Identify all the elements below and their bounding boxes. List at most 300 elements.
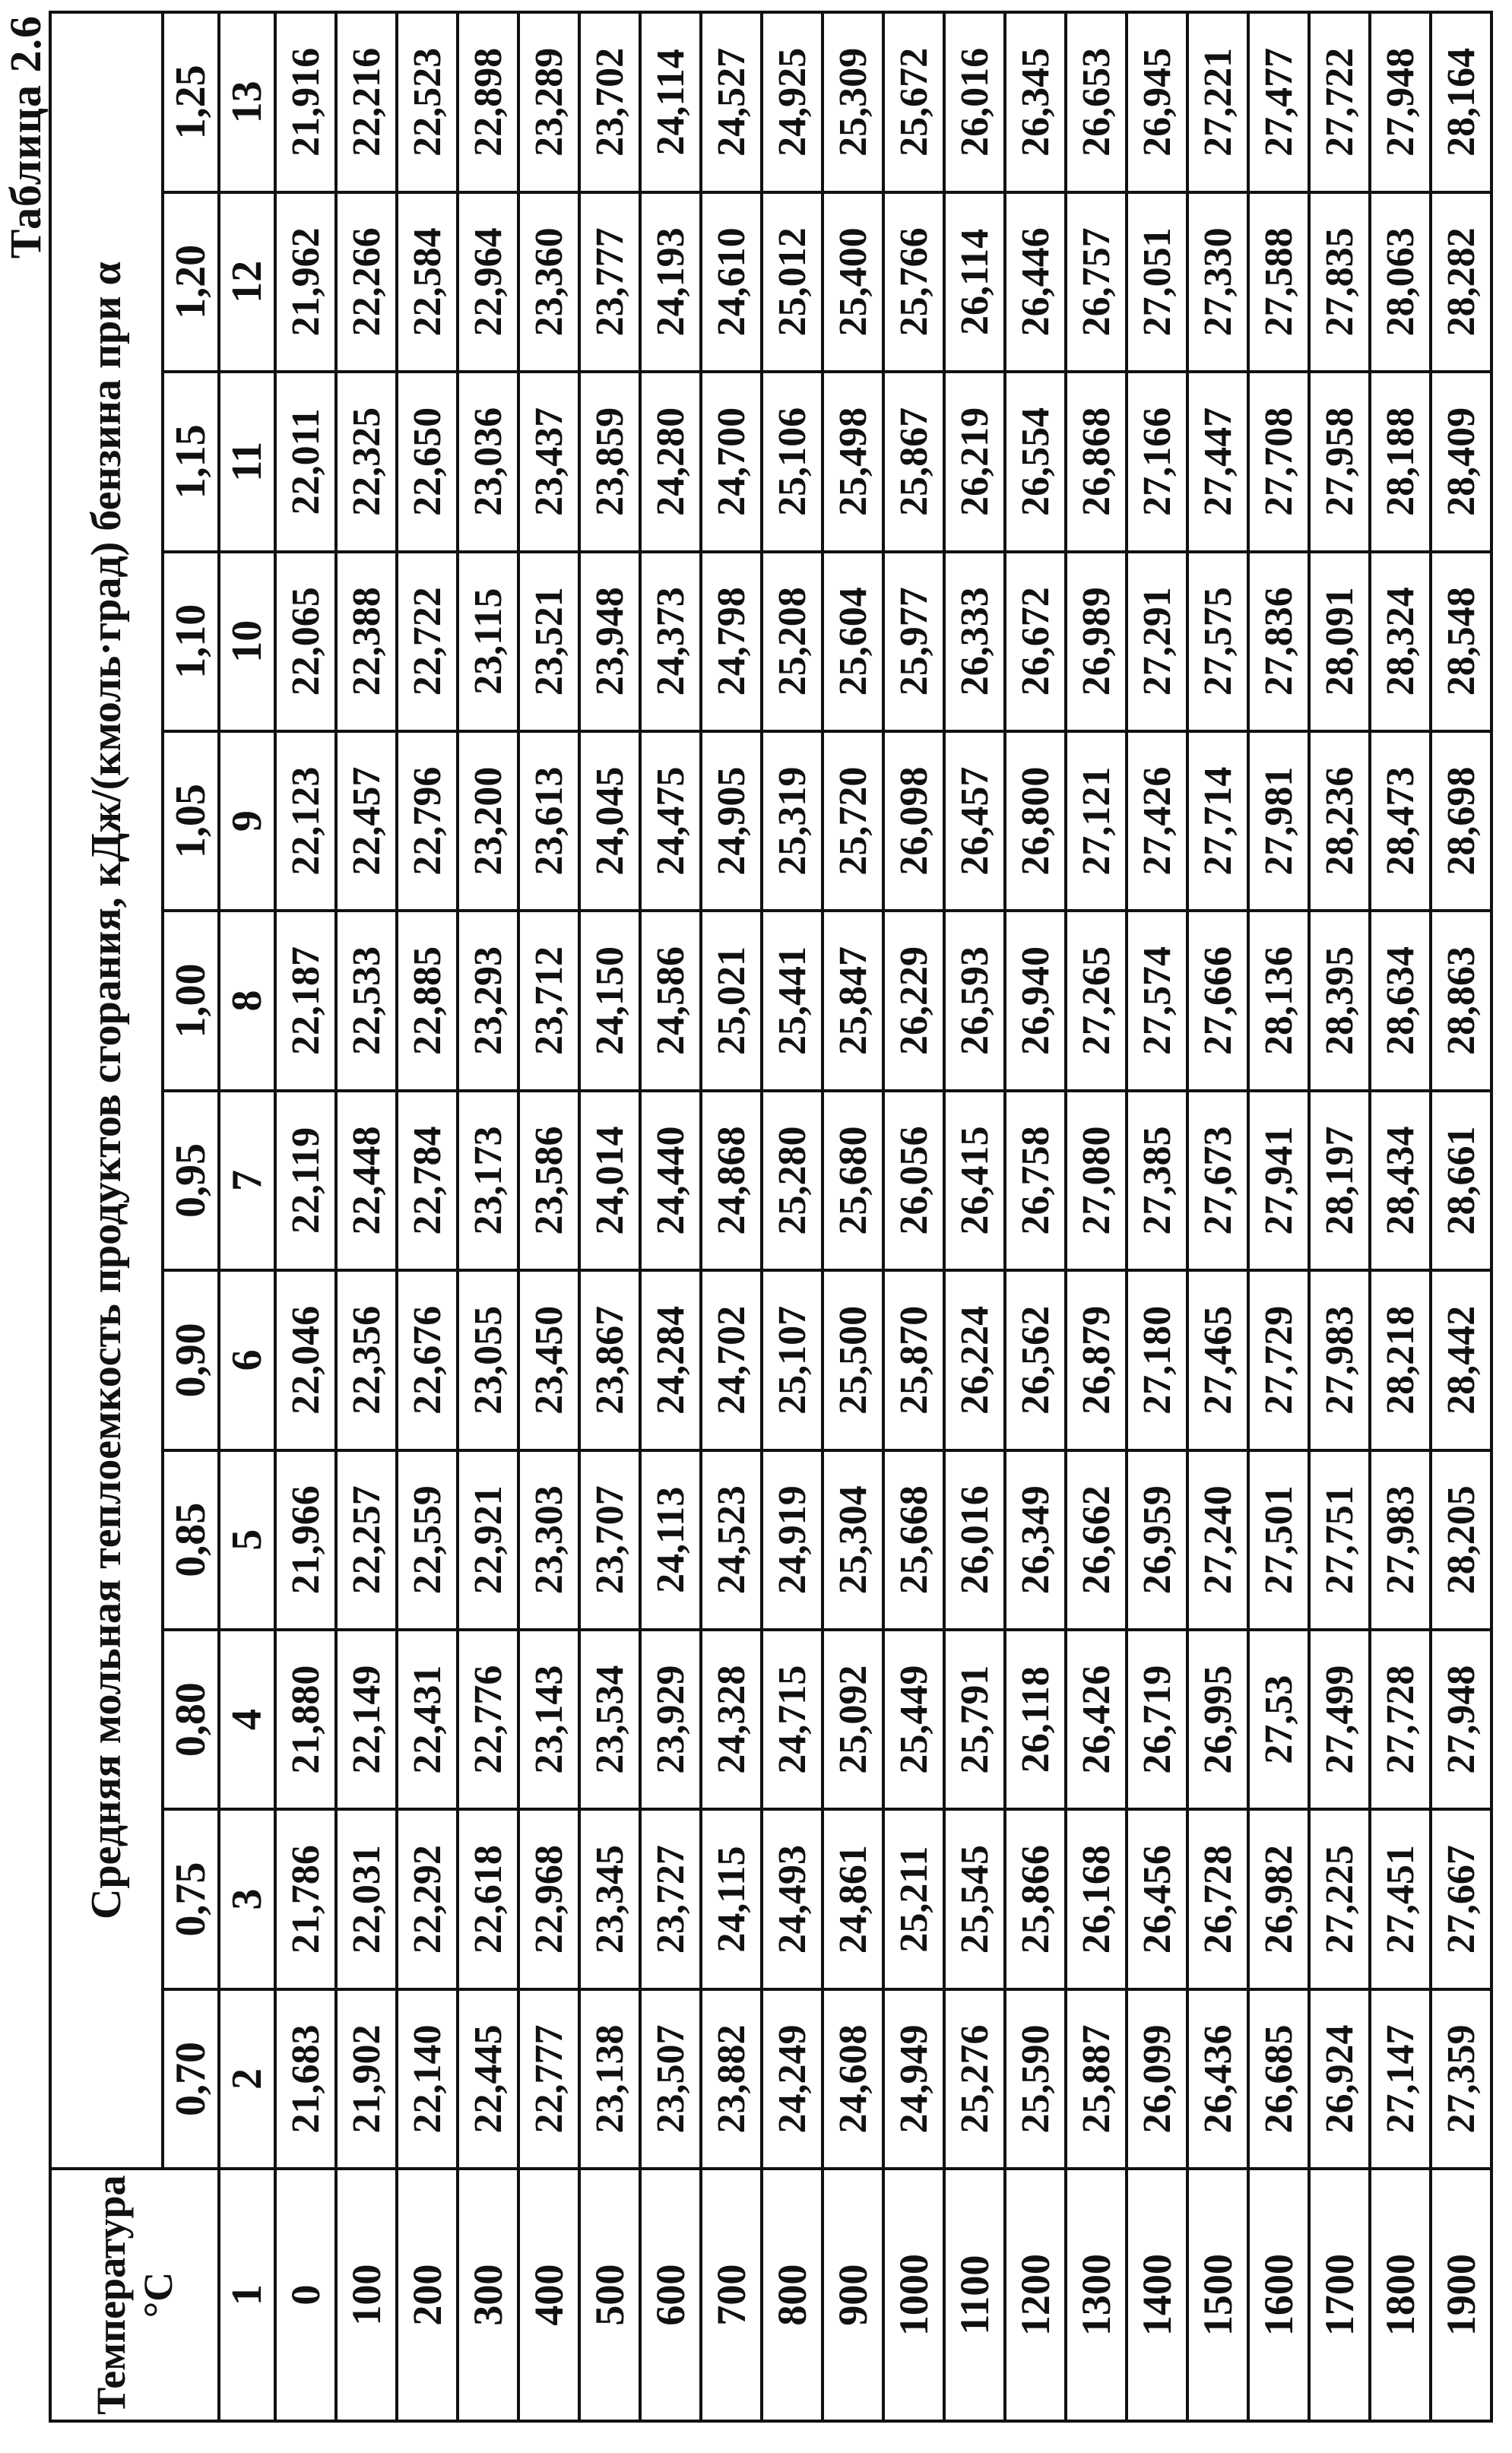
value-cell: 27,080 xyxy=(1066,1091,1127,1270)
value-cell: 22,533 xyxy=(336,911,397,1090)
value-cell: 26,219 xyxy=(944,372,1005,551)
value-cell: 22,216 xyxy=(336,12,397,192)
value-cell: 25,866 xyxy=(1005,1809,1066,1989)
temperature-header xyxy=(50,2169,219,2421)
value-cell: 23,534 xyxy=(579,1630,640,1809)
table-title: Средняя мольная теплоемкость продуктов сгорания, кДж/(кмоль·град) бензина при α xyxy=(50,12,163,2169)
alpha-value: 1,10 xyxy=(163,552,219,731)
table-row xyxy=(883,12,944,2421)
value-cell: 24,113 xyxy=(640,1450,701,1630)
alpha-header-row xyxy=(163,12,219,2421)
value-cell: 21,916 xyxy=(275,12,336,192)
value-cell: 27,751 xyxy=(1309,1450,1370,1630)
heat-capacity-table xyxy=(49,11,1493,2423)
value-cell: 23,727 xyxy=(640,1809,701,1989)
value-cell: 24,949 xyxy=(883,1989,944,2169)
value-cell: 23,929 xyxy=(640,1630,701,1809)
value-cell: 28,091 xyxy=(1309,552,1370,731)
value-cell: 25,500 xyxy=(823,1270,883,1450)
column-number: 10 xyxy=(219,552,275,731)
table-row xyxy=(397,12,458,2421)
value-cell: 24,610 xyxy=(701,192,762,372)
alpha-value: 1,25 xyxy=(163,12,219,192)
value-cell: 25,400 xyxy=(823,192,883,372)
value-cell: 22,722 xyxy=(397,552,458,731)
temperature-cell: 200 xyxy=(397,2169,458,2421)
value-cell: 27,147 xyxy=(1370,1989,1431,2169)
table-row xyxy=(823,12,883,2421)
table-row xyxy=(1187,12,1248,2421)
value-cell: 27,728 xyxy=(1370,1630,1431,1809)
value-cell: 22,292 xyxy=(397,1809,458,1989)
table-row xyxy=(579,12,640,2421)
value-cell: 25,867 xyxy=(883,372,944,551)
value-cell: 27,983 xyxy=(1309,1270,1370,1450)
value-cell: 21,880 xyxy=(275,1630,336,1809)
value-cell: 25,319 xyxy=(762,731,823,911)
temperature-unit: °C xyxy=(135,2271,181,2318)
table-row xyxy=(1127,12,1187,2421)
value-cell: 27,981 xyxy=(1248,731,1309,911)
value-cell: 22,149 xyxy=(336,1630,397,1809)
column-number: 5 xyxy=(219,1450,275,1630)
table-row xyxy=(336,12,397,2421)
value-cell: 24,150 xyxy=(579,911,640,1090)
column-number: 11 xyxy=(219,372,275,551)
value-cell: 24,586 xyxy=(640,911,701,1090)
column-number: 6 xyxy=(219,1270,275,1450)
value-cell: 22,356 xyxy=(336,1270,397,1450)
value-cell: 26,757 xyxy=(1066,192,1127,372)
value-cell: 22,123 xyxy=(275,731,336,911)
value-cell: 27,729 xyxy=(1248,1270,1309,1450)
value-cell: 22,457 xyxy=(336,731,397,911)
value-cell: 25,092 xyxy=(823,1630,883,1809)
value-cell: 25,309 xyxy=(823,12,883,192)
value-cell: 25,449 xyxy=(883,1630,944,1809)
table-row xyxy=(458,12,518,2421)
value-cell: 28,063 xyxy=(1370,192,1431,372)
value-cell: 23,948 xyxy=(579,552,640,731)
column-number: 13 xyxy=(219,12,275,192)
value-cell: 22,650 xyxy=(397,372,458,551)
value-cell: 28,634 xyxy=(1370,911,1431,1090)
value-cell: 27,477 xyxy=(1248,12,1309,192)
temperature-cell: 400 xyxy=(518,2169,579,2421)
value-cell: 22,388 xyxy=(336,552,397,731)
value-cell: 24,527 xyxy=(701,12,762,192)
value-cell: 26,168 xyxy=(1066,1809,1127,1989)
value-cell: 26,685 xyxy=(1248,1989,1309,2169)
temperature-cell: 1400 xyxy=(1127,2169,1187,2421)
value-cell: 23,777 xyxy=(579,192,640,372)
temperature-cell: 1900 xyxy=(1431,2169,1491,2421)
alpha-value: 0,70 xyxy=(163,1989,219,2169)
value-cell: 26,940 xyxy=(1005,911,1066,1090)
value-cell: 26,415 xyxy=(944,1091,1005,1270)
value-cell: 23,115 xyxy=(458,552,518,731)
column-number: 9 xyxy=(219,731,275,911)
value-cell: 24,700 xyxy=(701,372,762,551)
value-cell: 23,143 xyxy=(518,1630,579,1809)
value-cell: 22,445 xyxy=(458,1989,518,2169)
value-cell: 27,166 xyxy=(1127,372,1187,551)
value-cell: 26,800 xyxy=(1005,731,1066,911)
value-cell: 26,056 xyxy=(883,1091,944,1270)
value-cell: 26,456 xyxy=(1127,1809,1187,1989)
temperature-cell: 500 xyxy=(579,2169,640,2421)
value-cell: 27,180 xyxy=(1127,1270,1187,1450)
value-cell: 22,559 xyxy=(397,1450,458,1630)
value-cell: 26,349 xyxy=(1005,1450,1066,1630)
value-cell: 27,221 xyxy=(1187,12,1248,192)
value-cell: 23,859 xyxy=(579,372,640,551)
value-cell: 23,293 xyxy=(458,911,518,1090)
value-cell: 22,448 xyxy=(336,1091,397,1270)
value-cell: 27,499 xyxy=(1309,1630,1370,1809)
column-number: 7 xyxy=(219,1091,275,1270)
table-row xyxy=(1431,12,1491,2421)
value-cell: 27,666 xyxy=(1187,911,1248,1090)
table-row xyxy=(1248,12,1309,2421)
value-cell: 23,437 xyxy=(518,372,579,551)
value-cell: 27,240 xyxy=(1187,1450,1248,1630)
value-cell: 26,672 xyxy=(1005,552,1066,731)
temperature-cell: 1200 xyxy=(1005,2169,1066,2421)
table-row xyxy=(275,12,336,2421)
value-cell: 23,702 xyxy=(579,12,640,192)
value-cell: 22,031 xyxy=(336,1809,397,1989)
value-cell: 22,777 xyxy=(518,1989,579,2169)
table-caption: Таблица 2.6 xyxy=(1,15,50,259)
value-cell: 22,796 xyxy=(397,731,458,911)
temperature-cell: 1600 xyxy=(1248,2169,1309,2421)
value-cell: 22,140 xyxy=(397,1989,458,2169)
temperature-cell: 600 xyxy=(640,2169,701,2421)
temperature-cell: 1000 xyxy=(883,2169,944,2421)
value-cell: 22,964 xyxy=(458,192,518,372)
value-cell: 24,280 xyxy=(640,372,701,551)
value-cell: 27,501 xyxy=(1248,1450,1309,1630)
value-cell: 25,672 xyxy=(883,12,944,192)
value-cell: 21,966 xyxy=(275,1450,336,1630)
value-cell: 25,276 xyxy=(944,1989,1005,2169)
value-cell: 28,863 xyxy=(1431,911,1491,1090)
value-cell: 27,574 xyxy=(1127,911,1187,1090)
column-number: 1 xyxy=(219,2169,275,2421)
value-cell: 26,995 xyxy=(1187,1630,1248,1809)
value-cell: 23,613 xyxy=(518,731,579,911)
value-cell: 26,593 xyxy=(944,911,1005,1090)
value-cell: 22,257 xyxy=(336,1450,397,1630)
value-cell: 24,284 xyxy=(640,1270,701,1450)
value-cell: 25,211 xyxy=(883,1809,944,1989)
value-cell: 23,867 xyxy=(579,1270,640,1450)
value-cell: 28,473 xyxy=(1370,731,1431,911)
value-cell: 23,200 xyxy=(458,731,518,911)
value-cell: 27,588 xyxy=(1248,192,1309,372)
value-cell: 25,441 xyxy=(762,911,823,1090)
value-cell: 24,905 xyxy=(701,731,762,911)
value-cell: 22,046 xyxy=(275,1270,336,1450)
value-cell: 22,325 xyxy=(336,372,397,551)
temperature-cell: 800 xyxy=(762,2169,823,2421)
column-number: 8 xyxy=(219,911,275,1090)
alpha-value: 1,00 xyxy=(163,911,219,1090)
value-cell: 26,653 xyxy=(1066,12,1127,192)
value-cell: 26,229 xyxy=(883,911,944,1090)
value-cell: 26,959 xyxy=(1127,1450,1187,1630)
value-cell: 24,925 xyxy=(762,12,823,192)
value-cell: 26,728 xyxy=(1187,1809,1248,1989)
value-cell: 25,604 xyxy=(823,552,883,731)
value-cell: 24,114 xyxy=(640,12,701,192)
value-cell: 28,218 xyxy=(1370,1270,1431,1450)
table-row xyxy=(640,12,701,2421)
value-cell: 25,887 xyxy=(1066,1989,1127,2169)
value-cell: 24,249 xyxy=(762,1989,823,2169)
value-cell: 24,440 xyxy=(640,1091,701,1270)
value-cell: 23,360 xyxy=(518,192,579,372)
value-cell: 25,590 xyxy=(1005,1989,1066,2169)
value-cell: 23,882 xyxy=(701,1989,762,2169)
alpha-value: 0,95 xyxy=(163,1091,219,1270)
value-cell: 25,977 xyxy=(883,552,944,731)
value-cell: 26,924 xyxy=(1309,1989,1370,2169)
value-cell: 28,197 xyxy=(1309,1091,1370,1270)
temperature-cell: 1300 xyxy=(1066,2169,1127,2421)
value-cell: 24,919 xyxy=(762,1450,823,1630)
value-cell: 27,708 xyxy=(1248,372,1309,551)
value-cell: 26,446 xyxy=(1005,192,1066,372)
value-cell: 22,584 xyxy=(397,192,458,372)
alpha-value: 0,85 xyxy=(163,1450,219,1630)
value-cell: 27,673 xyxy=(1187,1091,1248,1270)
value-cell: 23,036 xyxy=(458,372,518,551)
value-cell: 27,53 xyxy=(1248,1630,1309,1809)
value-cell: 26,662 xyxy=(1066,1450,1127,1630)
value-cell: 22,676 xyxy=(397,1270,458,1450)
table-row xyxy=(518,12,579,2421)
value-cell: 25,280 xyxy=(762,1091,823,1270)
table-row xyxy=(701,12,762,2421)
value-cell: 22,119 xyxy=(275,1091,336,1270)
value-cell: 25,498 xyxy=(823,372,883,551)
value-cell: 27,465 xyxy=(1187,1270,1248,1450)
value-cell: 25,107 xyxy=(762,1270,823,1450)
value-cell: 28,236 xyxy=(1309,731,1370,911)
value-cell: 26,868 xyxy=(1066,372,1127,551)
value-cell: 27,447 xyxy=(1187,372,1248,551)
value-cell: 22,784 xyxy=(397,1091,458,1270)
column-number: 12 xyxy=(219,192,275,372)
value-cell: 27,426 xyxy=(1127,731,1187,911)
alpha-value: 1,15 xyxy=(163,372,219,551)
column-number: 3 xyxy=(219,1809,275,1989)
value-cell: 26,758 xyxy=(1005,1091,1066,1270)
value-cell: 27,948 xyxy=(1431,1630,1491,1809)
value-cell: 24,608 xyxy=(823,1989,883,2169)
value-cell: 27,265 xyxy=(1066,911,1127,1090)
value-cell: 25,021 xyxy=(701,911,762,1090)
value-cell: 27,948 xyxy=(1370,12,1431,192)
value-cell: 25,106 xyxy=(762,372,823,551)
value-cell: 25,545 xyxy=(944,1809,1005,1989)
value-cell: 23,707 xyxy=(579,1450,640,1630)
value-cell: 25,012 xyxy=(762,192,823,372)
value-cell: 27,958 xyxy=(1309,372,1370,551)
temperature-label: Температура xyxy=(88,2175,134,2415)
value-cell: 28,434 xyxy=(1370,1091,1431,1270)
value-cell: 21,962 xyxy=(275,192,336,372)
temperature-cell: 0 xyxy=(275,2169,336,2421)
value-cell: 28,164 xyxy=(1431,12,1491,192)
value-cell: 25,304 xyxy=(823,1450,883,1630)
value-cell: 24,868 xyxy=(701,1091,762,1270)
value-cell: 22,187 xyxy=(275,911,336,1090)
temperature-cell: 900 xyxy=(823,2169,883,2421)
value-cell: 26,426 xyxy=(1066,1630,1127,1809)
value-cell: 27,722 xyxy=(1309,12,1370,192)
value-cell: 26,945 xyxy=(1127,12,1187,192)
value-cell: 25,668 xyxy=(883,1450,944,1630)
temperature-cell: 1100 xyxy=(944,2169,1005,2421)
value-cell: 27,291 xyxy=(1127,552,1187,731)
value-cell: 28,205 xyxy=(1431,1450,1491,1630)
value-cell: 26,562 xyxy=(1005,1270,1066,1450)
table-row xyxy=(1309,12,1370,2421)
value-cell: 26,099 xyxy=(1127,1989,1187,2169)
value-cell: 27,121 xyxy=(1066,731,1127,911)
value-cell: 25,680 xyxy=(823,1091,883,1270)
temperature-cell: 700 xyxy=(701,2169,762,2421)
value-cell: 26,016 xyxy=(944,1450,1005,1630)
value-cell: 22,011 xyxy=(275,372,336,551)
value-cell: 23,055 xyxy=(458,1270,518,1450)
value-cell: 24,045 xyxy=(579,731,640,911)
column-number-row xyxy=(219,12,275,2421)
value-cell: 28,395 xyxy=(1309,911,1370,1090)
value-cell: 27,941 xyxy=(1248,1091,1309,1270)
value-cell: 24,493 xyxy=(762,1809,823,1989)
value-cell: 25,847 xyxy=(823,911,883,1090)
value-cell: 22,898 xyxy=(458,12,518,192)
value-cell: 24,328 xyxy=(701,1630,762,1809)
value-cell: 22,618 xyxy=(458,1809,518,1989)
value-cell: 28,136 xyxy=(1248,911,1309,1090)
value-cell: 26,879 xyxy=(1066,1270,1127,1450)
table-row xyxy=(1005,12,1066,2421)
value-cell: 24,715 xyxy=(762,1630,823,1809)
alpha-value: 1,05 xyxy=(163,731,219,911)
value-cell: 25,870 xyxy=(883,1270,944,1450)
value-cell: 21,786 xyxy=(275,1809,336,1989)
value-cell: 27,575 xyxy=(1187,552,1248,731)
value-cell: 26,982 xyxy=(1248,1809,1309,1989)
value-cell: 24,702 xyxy=(701,1270,762,1450)
value-cell: 26,436 xyxy=(1187,1989,1248,2169)
value-cell: 28,324 xyxy=(1370,552,1431,731)
value-cell: 24,861 xyxy=(823,1809,883,1989)
value-cell: 28,282 xyxy=(1431,192,1491,372)
value-cell: 26,224 xyxy=(944,1270,1005,1450)
value-cell: 21,902 xyxy=(336,1989,397,2169)
temperature-cell: 1700 xyxy=(1309,2169,1370,2421)
value-cell: 27,835 xyxy=(1309,192,1370,372)
value-cell: 27,451 xyxy=(1370,1809,1431,1989)
value-cell: 23,586 xyxy=(518,1091,579,1270)
table-row xyxy=(1066,12,1127,2421)
value-cell: 26,114 xyxy=(944,192,1005,372)
value-cell: 23,138 xyxy=(579,1989,640,2169)
table-row xyxy=(762,12,823,2421)
temperature-cell: 300 xyxy=(458,2169,518,2421)
value-cell: 23,521 xyxy=(518,552,579,731)
value-cell: 23,173 xyxy=(458,1091,518,1270)
alpha-value: 0,75 xyxy=(163,1809,219,1989)
value-cell: 22,776 xyxy=(458,1630,518,1809)
alpha-value: 1,20 xyxy=(163,192,219,372)
value-cell: 26,098 xyxy=(883,731,944,911)
value-cell: 26,554 xyxy=(1005,372,1066,551)
column-number: 2 xyxy=(219,1989,275,2169)
value-cell: 22,065 xyxy=(275,552,336,731)
value-cell: 23,345 xyxy=(579,1809,640,1989)
value-cell: 28,661 xyxy=(1431,1091,1491,1270)
value-cell: 25,208 xyxy=(762,552,823,731)
value-cell: 24,014 xyxy=(579,1091,640,1270)
value-cell: 26,016 xyxy=(944,12,1005,192)
value-cell: 26,457 xyxy=(944,731,1005,911)
value-cell: 24,523 xyxy=(701,1450,762,1630)
table-row xyxy=(944,12,1005,2421)
value-cell: 22,885 xyxy=(397,911,458,1090)
value-cell: 24,373 xyxy=(640,552,701,731)
value-cell: 22,266 xyxy=(336,192,397,372)
table-row xyxy=(1370,12,1431,2421)
value-cell: 28,409 xyxy=(1431,372,1491,551)
value-cell: 28,698 xyxy=(1431,731,1491,911)
value-cell: 27,330 xyxy=(1187,192,1248,372)
column-number: 4 xyxy=(219,1630,275,1809)
value-cell: 25,766 xyxy=(883,192,944,372)
value-cell: 24,798 xyxy=(701,552,762,731)
value-cell: 28,548 xyxy=(1431,552,1491,731)
value-cell: 21,683 xyxy=(275,1989,336,2169)
value-cell: 28,442 xyxy=(1431,1270,1491,1450)
value-cell: 27,385 xyxy=(1127,1091,1187,1270)
value-cell: 26,118 xyxy=(1005,1630,1066,1809)
value-cell: 23,507 xyxy=(640,1989,701,2169)
value-cell: 28,188 xyxy=(1370,372,1431,551)
value-cell: 23,289 xyxy=(518,12,579,192)
value-cell: 24,193 xyxy=(640,192,701,372)
value-cell: 23,450 xyxy=(518,1270,579,1450)
value-cell: 27,051 xyxy=(1127,192,1187,372)
temperature-cell: 1500 xyxy=(1187,2169,1248,2421)
value-cell: 27,836 xyxy=(1248,552,1309,731)
value-cell: 26,719 xyxy=(1127,1630,1187,1809)
value-cell: 27,983 xyxy=(1370,1450,1431,1630)
value-cell: 22,968 xyxy=(518,1809,579,1989)
value-cell: 24,115 xyxy=(701,1809,762,1989)
alpha-value: 0,80 xyxy=(163,1630,219,1809)
value-cell: 22,523 xyxy=(397,12,458,192)
value-cell: 27,359 xyxy=(1431,1989,1491,2169)
value-cell: 26,333 xyxy=(944,552,1005,731)
value-cell: 25,720 xyxy=(823,731,883,911)
value-cell: 26,989 xyxy=(1066,552,1127,731)
